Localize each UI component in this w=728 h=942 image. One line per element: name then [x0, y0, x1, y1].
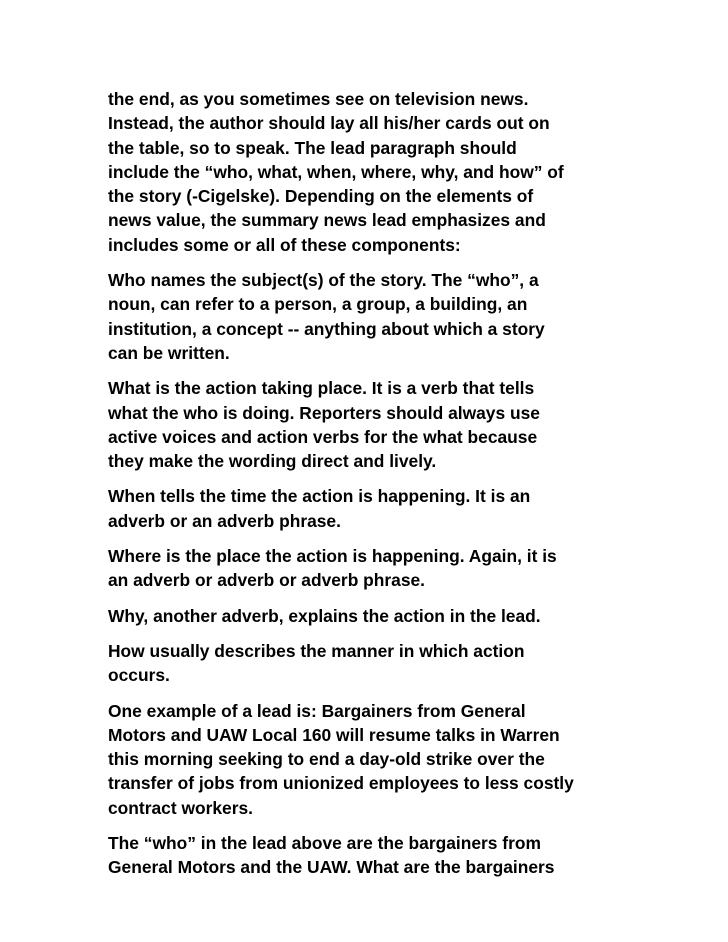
text-line: How usually describes the manner in which action	[108, 640, 525, 661]
text-line: What is the action taking place. It is a verb that tells	[108, 378, 535, 399]
text-line: General Motors and the UAW. What are the bargainers	[108, 857, 555, 878]
text-line: Who names the subject(s) of the story. The “who”, a	[108, 270, 539, 291]
paragraph-when	[108, 484, 628, 533]
text-line: they make the wording direct and lively.	[108, 451, 437, 472]
text-line: Why, another adverb, explains the action in the lead.	[108, 605, 541, 626]
text-line: Motors and UAW Local 160 will resume talks in Warren	[108, 724, 560, 745]
paragraph-what	[108, 376, 628, 473]
paragraph-lead-intro	[108, 87, 628, 257]
text-line: Where is the place the action is happening. Again, it is	[108, 546, 557, 567]
text-line: the story (-Cigelske). Depending on the elements of	[108, 186, 534, 207]
text-line: transfer of jobs from unionized employees to less costly	[108, 773, 574, 794]
text-line: an adverb or adverb or adverb phrase.	[108, 570, 426, 591]
paragraph-how	[108, 639, 628, 688]
text-line: this morning seeking to end a day-old strike over the	[108, 749, 545, 770]
text-line: includes some or all of these components:	[108, 234, 461, 255]
text-line: the end, as you sometimes see on television news.	[108, 89, 529, 109]
paragraph-who	[108, 268, 628, 365]
paragraph-where	[108, 544, 628, 593]
text-line: include the “who, what, when, where, why, and how” of	[108, 161, 564, 182]
text-line: news value, the summary news lead emphasizes and	[108, 210, 546, 231]
text-line: contract workers.	[108, 797, 253, 818]
document-page	[108, 87, 628, 891]
paragraph-why	[108, 604, 628, 628]
text-line: occurs.	[108, 665, 170, 686]
text-line: active voices and action verbs for the what because	[108, 426, 538, 447]
paragraph-example-lead	[108, 699, 628, 820]
text-line: can be written.	[108, 342, 230, 363]
text-line: When tells the time the action is happening. It is an	[108, 486, 531, 507]
text-line: The “who” in the lead above are the bargainers from	[108, 833, 541, 854]
text-line: what the who is doing. Reporters should always use	[108, 402, 540, 423]
text-line: Instead, the author should lay all his/her cards out on	[108, 113, 550, 134]
text-line: One example of a lead is: Bargainers from General	[108, 700, 526, 721]
paragraph-who-analysis	[108, 831, 628, 880]
text-line: institution, a concept -- anything about which a story	[108, 318, 545, 339]
text-line: noun, can refer to a person, a group, a building, an	[108, 294, 528, 315]
text-line: adverb or an adverb phrase.	[108, 510, 341, 531]
text-line: the table, so to speak. The lead paragraph should	[108, 137, 517, 158]
